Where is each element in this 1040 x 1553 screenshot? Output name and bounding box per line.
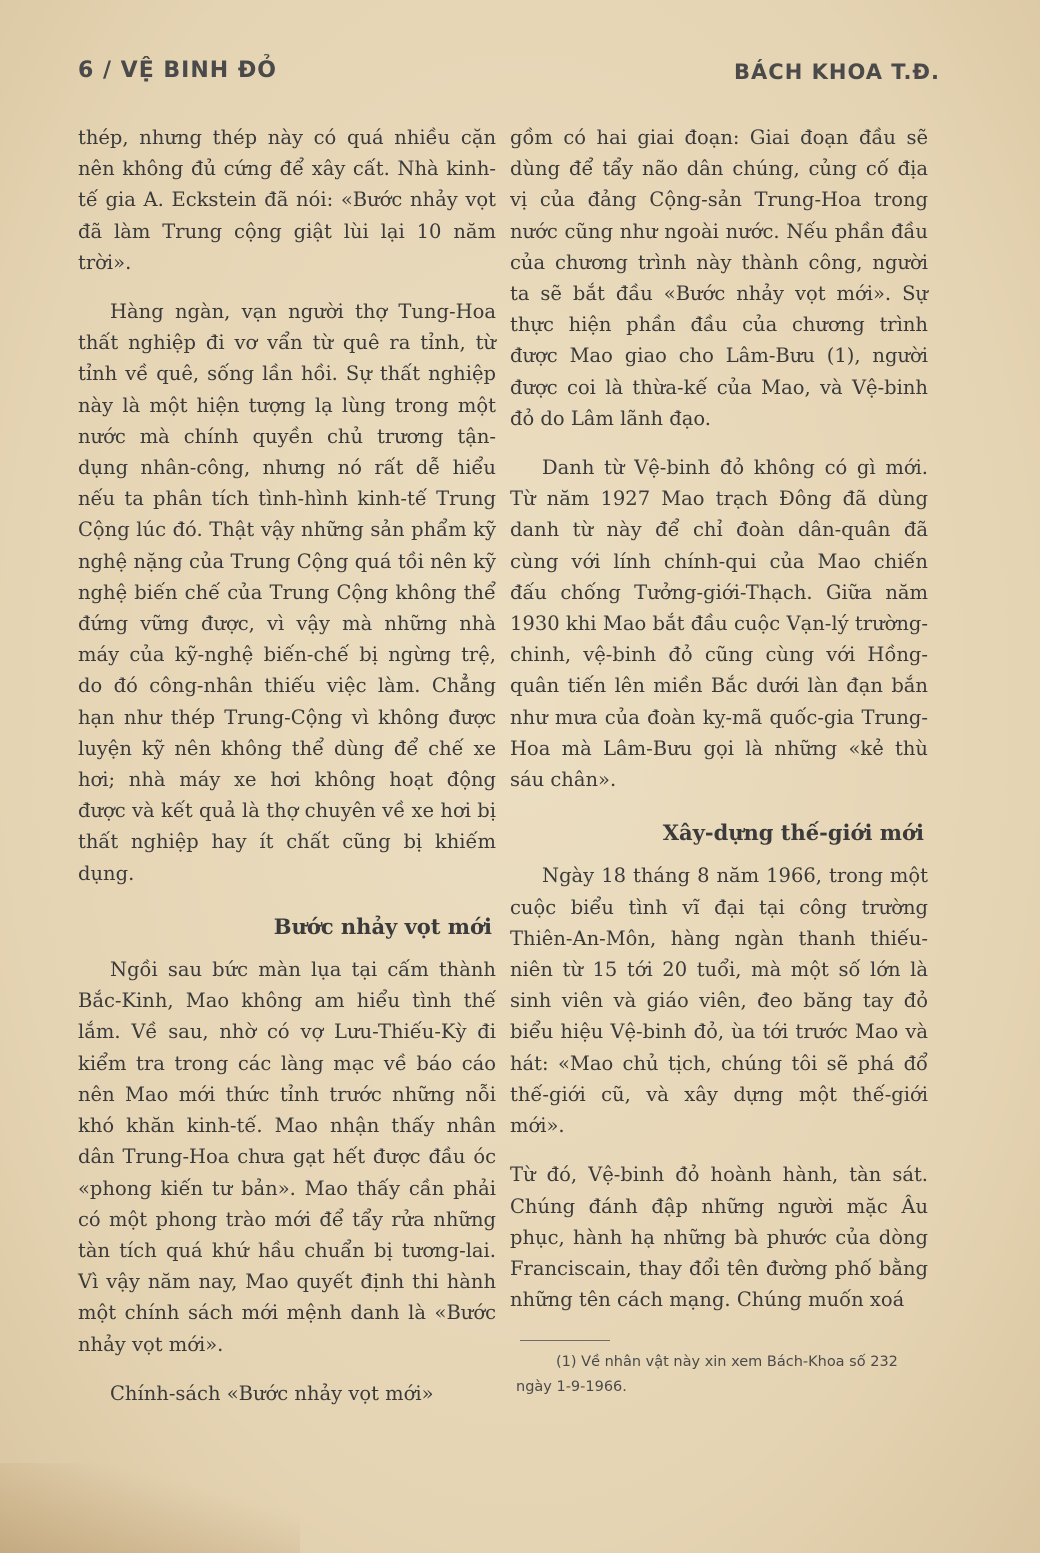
paragraph: Chính-sách «Bước nhảy vọt mới» xyxy=(110,1381,434,1405)
paper-stain xyxy=(0,1463,300,1553)
header-page-title: 6 / VỆ BINH ĐỎ xyxy=(78,58,277,83)
paragraph: Danh từ Vệ-binh đỏ không có gì mới. Từ năm 1927 Mao trạch Đông đã dùng danh từ này để chỉ đoàn dân-quân đã cùng với lính chính-qui của Mao chiến đấu chống Tưởng-giới-Thạch. Giữa năm 1930 khi Mao bắt đầu cuộc Vạn-lý trường-chinh, vệ-binh đỏ cũng cùng với Hồng-quân tiến lên miền Bắc dưới làn đạn bắn như mưa của đoàn kỵ-mã quốc-gia Trung-Hoa mà Lâm-Bưu gọi là những «kẻ thù sáu chân». xyxy=(510,456,928,792)
footnote-divider xyxy=(520,1340,610,1341)
paragraph: Hàng ngàn, vạn người thợ Tung-Hoa thất nghiệp đi vơ vẩn từ quê ra tỉnh, từ tỉnh về quê, sống lần hồi. Sự thất nghiệp này là một hiện tượng lạ lùng trong một nước mà chính quyền chủ trương tận-dụng nhân-công, nhưng nó rất dễ hiểu nếu ta phân tích tình-hình kinh-tế Trung Cộng lúc đó. Thật vậy những sản phẩm kỹ nghệ nặng của Trung Cộng quá tồi nên kỹ nghệ biến chế của Trung Cộng không thể đứng vững được, vì vậy mà những nhà máy của kỹ-nghệ biến-chế bị ngừng trệ, do đó công-nhân thiếu việc làm. Chẳng hạn như thép Trung-Cộng vì không được luyện kỹ nên không thể dùng để chế xe hơi; nhà máy xe hơi không hoạt động được và kết quả là thợ chuyên về xe hơi bị thất nghiệp hay ít chất cũng bị khiếm dụng. xyxy=(78,300,496,885)
page-header xyxy=(78,52,940,92)
section-heading: Bước nhảy vọt mới xyxy=(273,913,492,939)
paragraph: Từ đó, Vệ-binh đỏ hoành hành, tàn sát. Chúng đánh đập những người mặc Âu phục, hành hạ những bà phước của dòng Franciscain, thay đổi tên đường phố bằng những tên cách mạng. Chúng muốn xoá xyxy=(510,1163,928,1312)
footnote-text: (1) Về nhân vật này xin xem Bách-Khoa số 232 ngày 1-9-1966. xyxy=(516,1354,898,1395)
header-publication: BÁCH KHOA T.Đ. xyxy=(734,60,940,84)
paragraph: gồm có hai giai đoạn: Giai đoạn đầu sẽ dùng để tẩy não dân chúng, củng cố địa vị của đảng Cộng-sản Trung-Hoa trong nước cũng như ngoài nước. Nếu phần đầu của chương trình này thành công, người ta sẽ bắt đầu «Bước nhảy vọt mới». Sự thực hiện phần đầu của chương trình được Mao giao cho Lâm-Bưu (1), người được coi là thừa-kế của Mao, và Vệ-binh đỏ do Lâm lãnh đạo. xyxy=(510,126,928,430)
paragraph: thép, nhưng thép này có quá nhiều cặn nên không đủ cứng để xây cất. Nhà kinh-tế gia A. Eckstein đã nói: «Bước nhảy vọt đã làm Trung cộng giật lùi lại 10 năm trời». xyxy=(78,126,496,274)
footnote xyxy=(516,1350,926,1400)
paragraph: Ngồi sau bức màn lụa tại cấm thành Bắc-Kinh, Mao không am hiểu tình thế lắm. Về sau, nhờ có vợ Lưu-Thiếu-Kỳ đi kiểm tra trong các làng mạc về báo cáo nên Mao mới thức tỉnh trước những nỗi khó khăn kinh-tế. Mao nhận thấy nhân dân Trung-Hoa chưa gạt hết được đầu óc «phong kiến tư bản». Mao thấy cần phải có một phong trào mới để tẩy rửa những tàn tích quá khứ hầu chuẩn bị tương-lai. Vì vậy năm nay, Mao quyết định thi hành một chính sách mới mệnh danh là «Bước nhảy vọt mới». xyxy=(78,958,496,1356)
left-column xyxy=(78,122,496,1409)
section-heading: Xây-dựng thế-giới mới xyxy=(662,820,924,846)
paragraph: Ngày 18 tháng 8 năm 1966, trong một cuộc biểu tình vĩ đại tại công trường Thiên-An-Môn, hàng ngàn thanh thiếu-niên từ 15 tới 20 tuổi, mà một số lớn là sinh viên và giáo viên, đeo băng tay đỏ biểu hiệu Vệ-binh đỏ, ùa tới trước Mao và hát: «Mao chủ tịch, chúng tôi sẽ phá đổ thế-giới cũ, và xây dựng một thế-giới mới». xyxy=(510,864,928,1138)
right-column xyxy=(510,122,928,1315)
